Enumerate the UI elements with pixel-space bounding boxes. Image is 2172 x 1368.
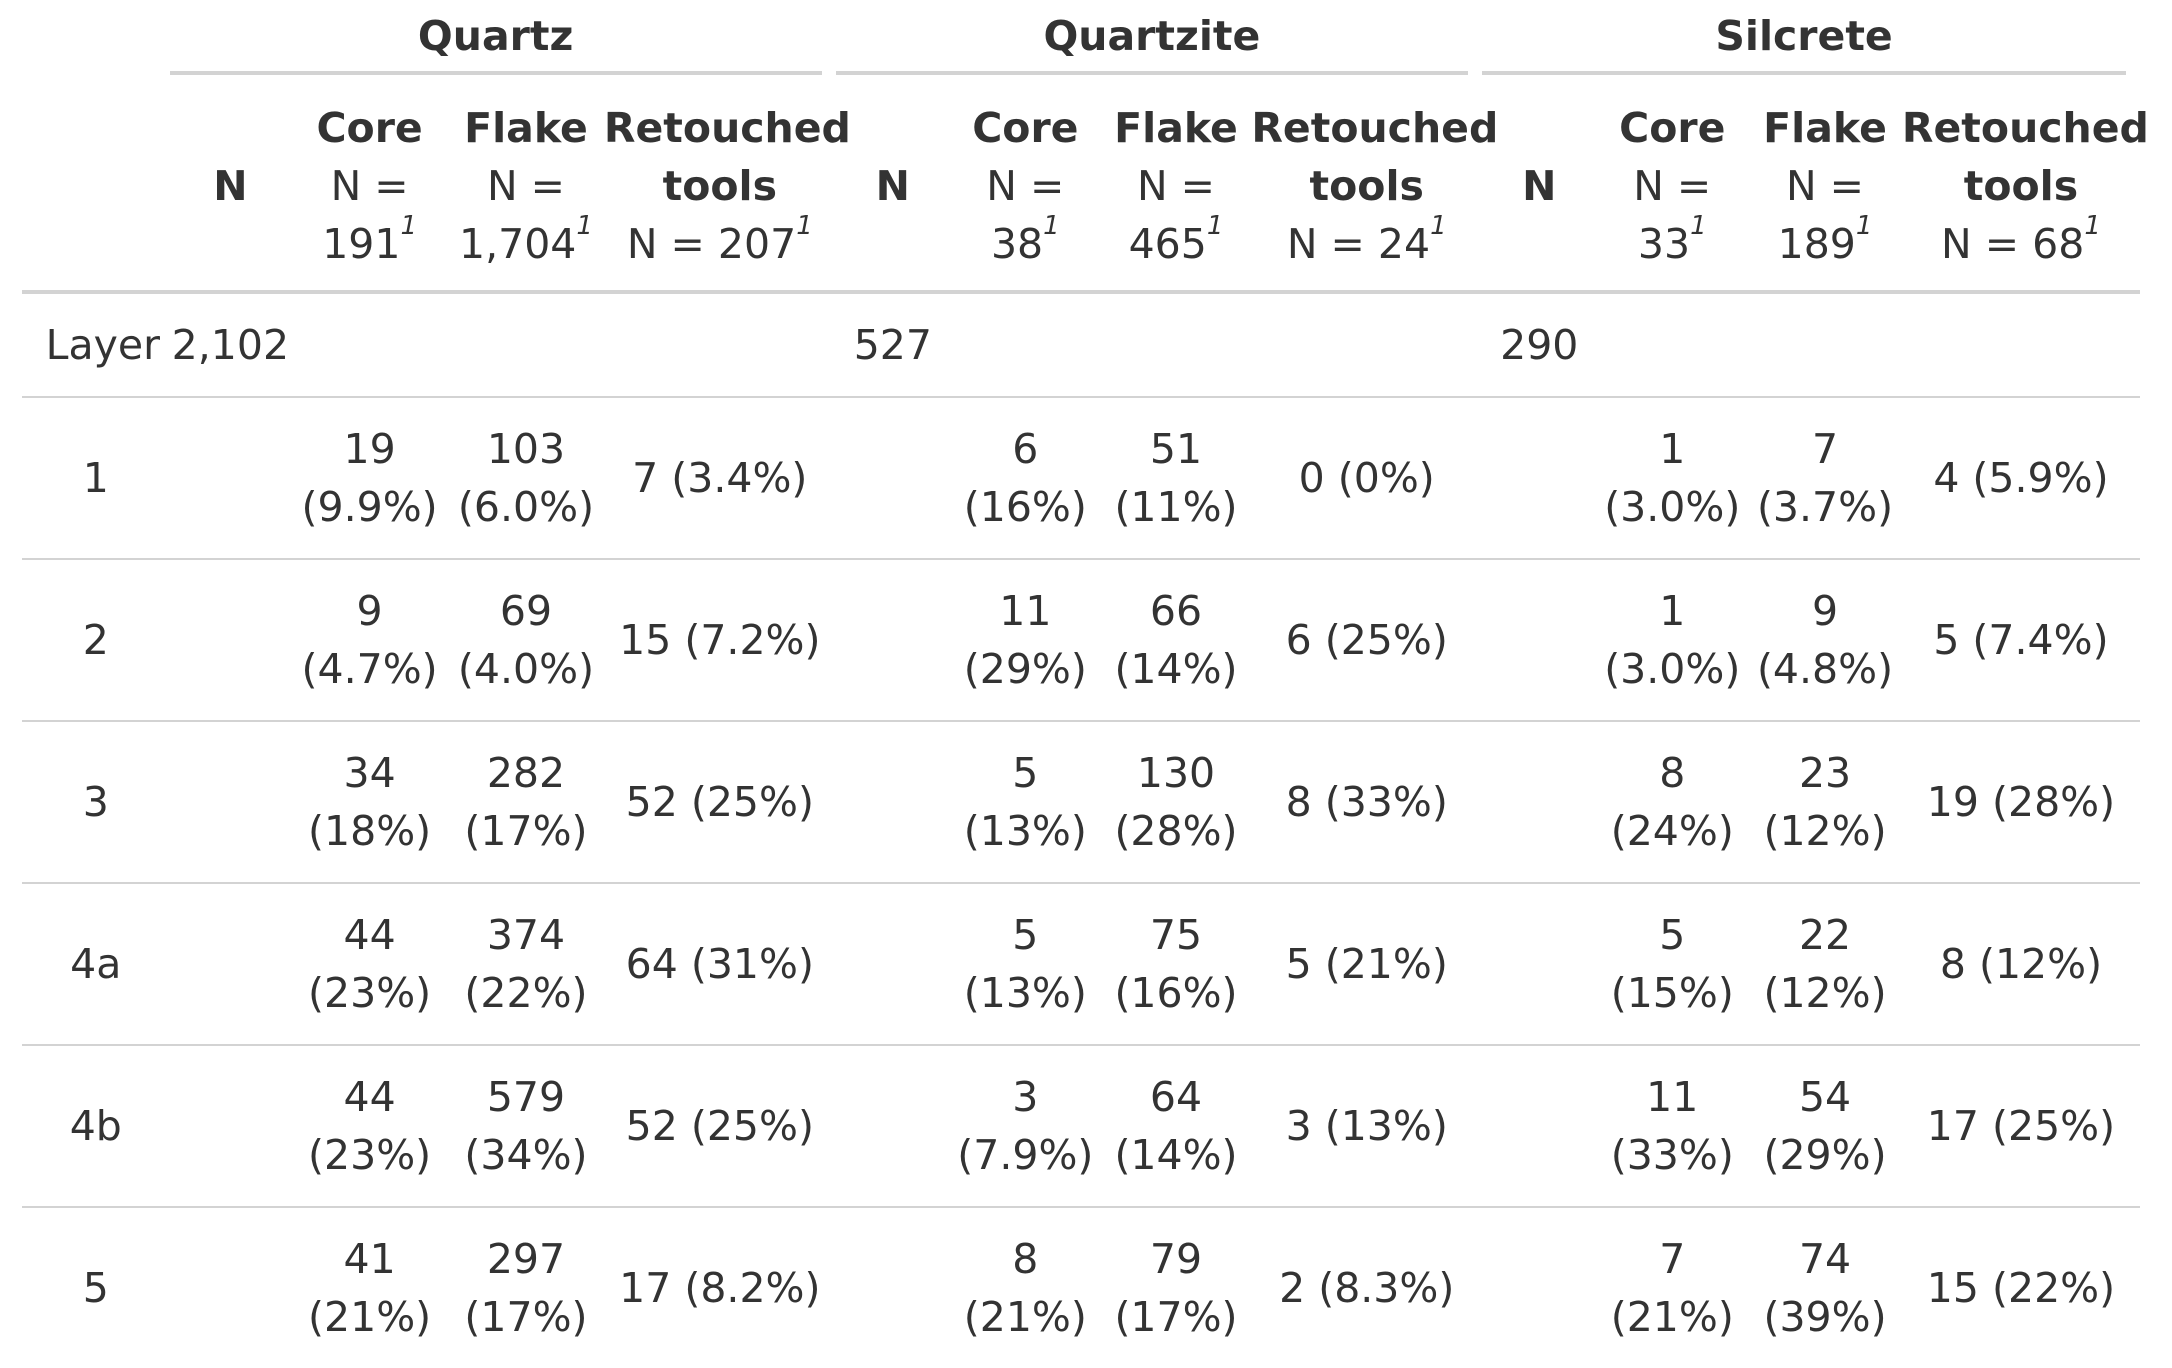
footnote-mark: 1 (1043, 211, 1060, 241)
quartz-flake-percent: (22%) (464, 969, 588, 1017)
silcrete-core-count: 11 (1646, 1073, 1699, 1121)
footnote-mark: 1 (1430, 211, 1447, 241)
quartzite-flake-count: 75 (1149, 911, 1203, 959)
silcrete-n-cell (1482, 1045, 1596, 1207)
quartzite-core-count: 5 (1012, 749, 1039, 797)
quartzite-total-n: 527 (853, 321, 932, 369)
quartz-flake-count: 69 (499, 587, 553, 635)
quartzite-n-cell (836, 721, 950, 883)
quartz-core-count: 19 (343, 425, 396, 473)
silcrete-core-percent: (24%) (1610, 807, 1734, 855)
quartz-flake-count: 374 (486, 911, 566, 959)
silcrete-n-cell (1482, 559, 1596, 721)
quartzite-core-header: Core N = $38^1$ (972, 104, 1079, 268)
quartzite-flake-percent: (14%) (1114, 645, 1238, 693)
silcrete-tools-cell: 8 (12%) (1939, 940, 2103, 988)
quartzite-n-header: N (875, 162, 910, 210)
silcrete-total-n: 290 (1500, 321, 1579, 369)
quartzite-flake-cell (1101, 1207, 1252, 1368)
silcrete-flake-count: 74 (1798, 1235, 1852, 1283)
silcrete-core-count: 8 (1659, 749, 1686, 797)
silcrete-flake-percent: (12%) (1763, 969, 1887, 1017)
quartz-flake-percent: (34%) (464, 1131, 588, 1179)
silcrete-core-percent: (3.0%) (1604, 483, 1741, 531)
quartz-core-percent: (21%) (308, 1293, 432, 1341)
quartzite-flake-count: 79 (1149, 1235, 1203, 1283)
layer-level-label: 4a (70, 940, 122, 988)
silcrete-flake-percent: (4.8%) (1756, 645, 1894, 693)
quartzite-tools-cell: 6 (25%) (1285, 616, 1448, 664)
table-row (22, 1045, 2140, 1207)
quartz-flake-percent: (4.0%) (457, 645, 595, 693)
column-header-row (22, 82, 2140, 292)
quartzite-flake-header: Flake N = $465^1$ (1114, 104, 1238, 268)
quartzite-flake-cell (1101, 559, 1252, 721)
quartz-core-count: 34 (343, 749, 396, 797)
quartz-core-cell (291, 1207, 448, 1368)
quartz-core-cell (291, 883, 448, 1045)
table-row (22, 397, 2140, 559)
quartz-flake-cell (448, 721, 604, 883)
layer-variable-row (22, 292, 2140, 397)
quartzite-core-count: 5 (1012, 911, 1039, 959)
layer-level-label: 3 (82, 778, 109, 826)
quartz-core-count: 44 (343, 911, 396, 959)
silcrete-core-percent: (3.0%) (1604, 645, 1741, 693)
quartz-tools-cell: 15 (7.2%) (619, 616, 821, 664)
quartz-flake-cell (448, 1207, 604, 1368)
quartzite-flake-percent: (17%) (1114, 1293, 1238, 1341)
quartzite-flake-count: 51 (1149, 425, 1203, 473)
silcrete-core-cell (1596, 1045, 1748, 1207)
quartz-core-header: Core N = $191^1$ (316, 104, 423, 268)
quartz-flake-percent: (17%) (464, 807, 588, 855)
footnote-mark: 1 (796, 211, 813, 241)
quartz-tools-cell: 7 (3.4%) (632, 454, 808, 502)
quartzite-flake-percent: (16%) (1114, 969, 1238, 1017)
quartz-flake-count: 282 (486, 749, 566, 797)
table-row (22, 883, 2140, 1045)
quartz-core-percent: (18%) (308, 807, 432, 855)
layer-level-label: 4b (69, 1102, 122, 1150)
quartzite-core-cell (950, 1045, 1101, 1207)
quartz-core-cell (291, 1045, 448, 1207)
silcrete-flake-percent: (29%) (1763, 1131, 1887, 1179)
footnote-mark: 1 (576, 211, 593, 241)
quartzite-tools-cell: 3 (13%) (1285, 1102, 1448, 1150)
layer-level-label: 1 (82, 454, 109, 502)
silcrete-flake-count: 54 (1798, 1073, 1852, 1121)
quartzite-core-percent: (21%) (963, 1293, 1087, 1341)
quartzite-n-cell (836, 883, 950, 1045)
silcrete-n-cell (1482, 1207, 1596, 1368)
silcrete-flake-cell (1748, 883, 1902, 1045)
quartz-flake-count: 579 (486, 1073, 566, 1121)
quartzite-core-percent: (29%) (963, 645, 1087, 693)
silcrete-tools-cell: 19 (28%) (1926, 778, 2116, 826)
silcrete-tools-header: Retouched tools $N = 68^1$ (1901, 104, 2149, 268)
quartzite-flake-cell (1101, 397, 1252, 559)
quartz-core-cell (291, 397, 448, 559)
silcrete-flake-cell (1748, 397, 1902, 559)
quartzite-tools-cell: 0 (0%) (1298, 454, 1435, 502)
footnote-mark: 1 (1206, 211, 1224, 241)
silcrete-flake-count: 7 (1811, 425, 1839, 473)
silcrete-tools-cell: 5 (7.4%) (1933, 616, 2109, 664)
quartz-core-count: 41 (343, 1235, 396, 1283)
quartz-tools-header: Retouched tools $N = 207^1$ (603, 104, 851, 268)
silcrete-tools-cell: 15 (22%) (1926, 1264, 2116, 1312)
quartz-n-header: N (213, 162, 248, 210)
stub-header-blank (22, 82, 170, 292)
table-row (22, 721, 2140, 883)
quartz-core-percent: (9.9%) (301, 483, 438, 531)
quartzite-core-cell (950, 883, 1101, 1045)
quartz-tools-cell: 17 (8.2%) (619, 1264, 821, 1312)
quartzite-flake-percent: (14%) (1114, 1131, 1238, 1179)
quartz-flake-header: Flake N = $1,704^1$ (459, 104, 593, 268)
quartzite-tools-cell: 8 (33%) (1285, 778, 1448, 826)
variable-label: Layer (45, 321, 160, 369)
silcrete-n-cell (1482, 721, 1596, 883)
summary-table (22, 0, 2149, 1368)
quartz-n-cell (170, 397, 292, 559)
quartz-flake-count: 297 (486, 1235, 566, 1283)
quartz-core-count: 44 (343, 1073, 396, 1121)
footnote-mark: 1 (400, 211, 417, 241)
quartzite-flake-percent: (28%) (1114, 807, 1238, 855)
quartz-flake-cell (448, 883, 604, 1045)
silcrete-core-cell (1596, 721, 1748, 883)
quartz-flake-count: 103 (486, 425, 566, 473)
silcrete-n-header: N (1522, 162, 1557, 210)
spanner-header-row (22, 0, 2140, 82)
spanner-quartz: Quartz (170, 0, 836, 82)
silcrete-tools-cell: 4 (5.9%) (1933, 454, 2109, 502)
silcrete-flake-percent: (3.7%) (1756, 483, 1894, 531)
silcrete-core-count: 1 (1659, 425, 1686, 473)
quartzite-core-percent: (13%) (963, 807, 1087, 855)
silcrete-n-cell (1482, 397, 1596, 559)
quartz-core-percent: (23%) (308, 1131, 432, 1179)
silcrete-core-cell (1596, 883, 1748, 1045)
stub-spanner-blank (22, 0, 170, 82)
quartzite-tools-cell: 2 (8.3%) (1279, 1264, 1455, 1312)
silcrete-core-count: 7 (1659, 1235, 1686, 1283)
silcrete-core-cell (1596, 397, 1748, 559)
silcrete-core-header: Core N = $33^1$ (1619, 104, 1726, 268)
quartz-tools-cell: 52 (25%) (625, 778, 814, 826)
quartz-flake-cell (448, 559, 604, 721)
quartz-flake-percent: (6.0%) (457, 483, 595, 531)
silcrete-tools-cell: 17 (25%) (1926, 1102, 2116, 1150)
silcrete-flake-count: 22 (1798, 911, 1852, 959)
quartzite-flake-cell (1101, 883, 1252, 1045)
quartzite-core-cell (950, 559, 1101, 721)
spanner-silcrete: Silcrete (1482, 0, 2140, 82)
quartzite-flake-count: 64 (1149, 1073, 1203, 1121)
quartzite-core-count: 3 (1012, 1073, 1039, 1121)
silcrete-flake-cell (1748, 559, 1902, 721)
silcrete-flake-cell (1748, 1045, 1902, 1207)
quartz-tools-cell: 52 (25%) (625, 1102, 814, 1150)
quartz-n-cell (170, 883, 292, 1045)
quartzite-flake-cell (1101, 1045, 1252, 1207)
quartzite-flake-cell (1101, 721, 1252, 883)
silcrete-flake-percent: (12%) (1763, 807, 1887, 855)
table-row (22, 559, 2140, 721)
silcrete-flake-cell (1748, 721, 1902, 883)
quartz-n-cell (170, 1045, 292, 1207)
quartz-total-n: 2,102 (171, 321, 290, 369)
silcrete-flake-header: Flake N = $189^1$ (1763, 104, 1887, 268)
footnote-mark: 1 (2084, 211, 2101, 241)
silcrete-core-cell (1596, 559, 1748, 721)
spanner-quartzite: Quartzite (836, 0, 1482, 82)
silcrete-core-percent: (15%) (1610, 969, 1734, 1017)
quartz-n-cell (170, 721, 292, 883)
quartz-core-count: 9 (356, 587, 383, 635)
silcrete-core-count: 5 (1659, 911, 1686, 959)
quartzite-tools-cell: 5 (21%) (1285, 940, 1448, 988)
quartzite-core-count: 11 (999, 587, 1052, 635)
quartz-flake-cell (448, 397, 604, 559)
quartzite-n-cell (836, 1045, 950, 1207)
quartzite-flake-percent: (11%) (1114, 483, 1238, 531)
layer-level-label: 5 (82, 1264, 109, 1312)
quartzite-flake-count: 130 (1136, 749, 1216, 797)
silcrete-flake-count: 9 (1811, 587, 1839, 635)
quartz-core-percent: (23%) (308, 969, 432, 1017)
silcrete-flake-cell (1748, 1207, 1902, 1368)
quartzite-n-cell (836, 559, 950, 721)
table-row (22, 1207, 2140, 1368)
quartz-core-cell (291, 559, 448, 721)
quartzite-flake-count: 66 (1149, 587, 1203, 635)
quartz-n-cell (170, 1207, 292, 1368)
quartzite-core-cell (950, 1207, 1101, 1368)
quartzite-core-percent: (16%) (963, 483, 1087, 531)
silcrete-core-count: 1 (1659, 587, 1686, 635)
table-body (22, 397, 2140, 1368)
silcrete-flake-count: 23 (1798, 749, 1852, 797)
silcrete-flake-percent: (39%) (1763, 1293, 1887, 1341)
quartzite-core-cell (950, 397, 1101, 559)
quartz-flake-percent: (17%) (464, 1293, 588, 1341)
quartzite-core-count: 6 (1012, 425, 1039, 473)
quartzite-core-cell (950, 721, 1101, 883)
quartzite-core-percent: (13%) (963, 969, 1087, 1017)
quartzite-n-cell (836, 1207, 950, 1368)
quartz-core-percent: (4.7%) (301, 645, 438, 693)
silcrete-core-percent: (33%) (1610, 1131, 1734, 1179)
quartz-tools-cell: 64 (31%) (625, 940, 814, 988)
quartz-n-cell (170, 559, 292, 721)
footnote-mark: 1 (1855, 211, 1873, 241)
quartz-flake-cell (448, 1045, 604, 1207)
quartzite-core-count: 8 (1012, 1235, 1039, 1283)
layer-level-label: 2 (82, 616, 109, 664)
silcrete-core-percent: (21%) (1610, 1293, 1734, 1341)
footnote-mark: 1 (1690, 211, 1707, 241)
quartzite-n-cell (836, 397, 950, 559)
quartz-core-cell (291, 721, 448, 883)
quartzite-tools-header: Retouched tools $N = 24^1$ (1251, 104, 1499, 268)
silcrete-core-cell (1596, 1207, 1748, 1368)
silcrete-n-cell (1482, 883, 1596, 1045)
quartzite-core-percent: (7.9%) (957, 1131, 1094, 1179)
